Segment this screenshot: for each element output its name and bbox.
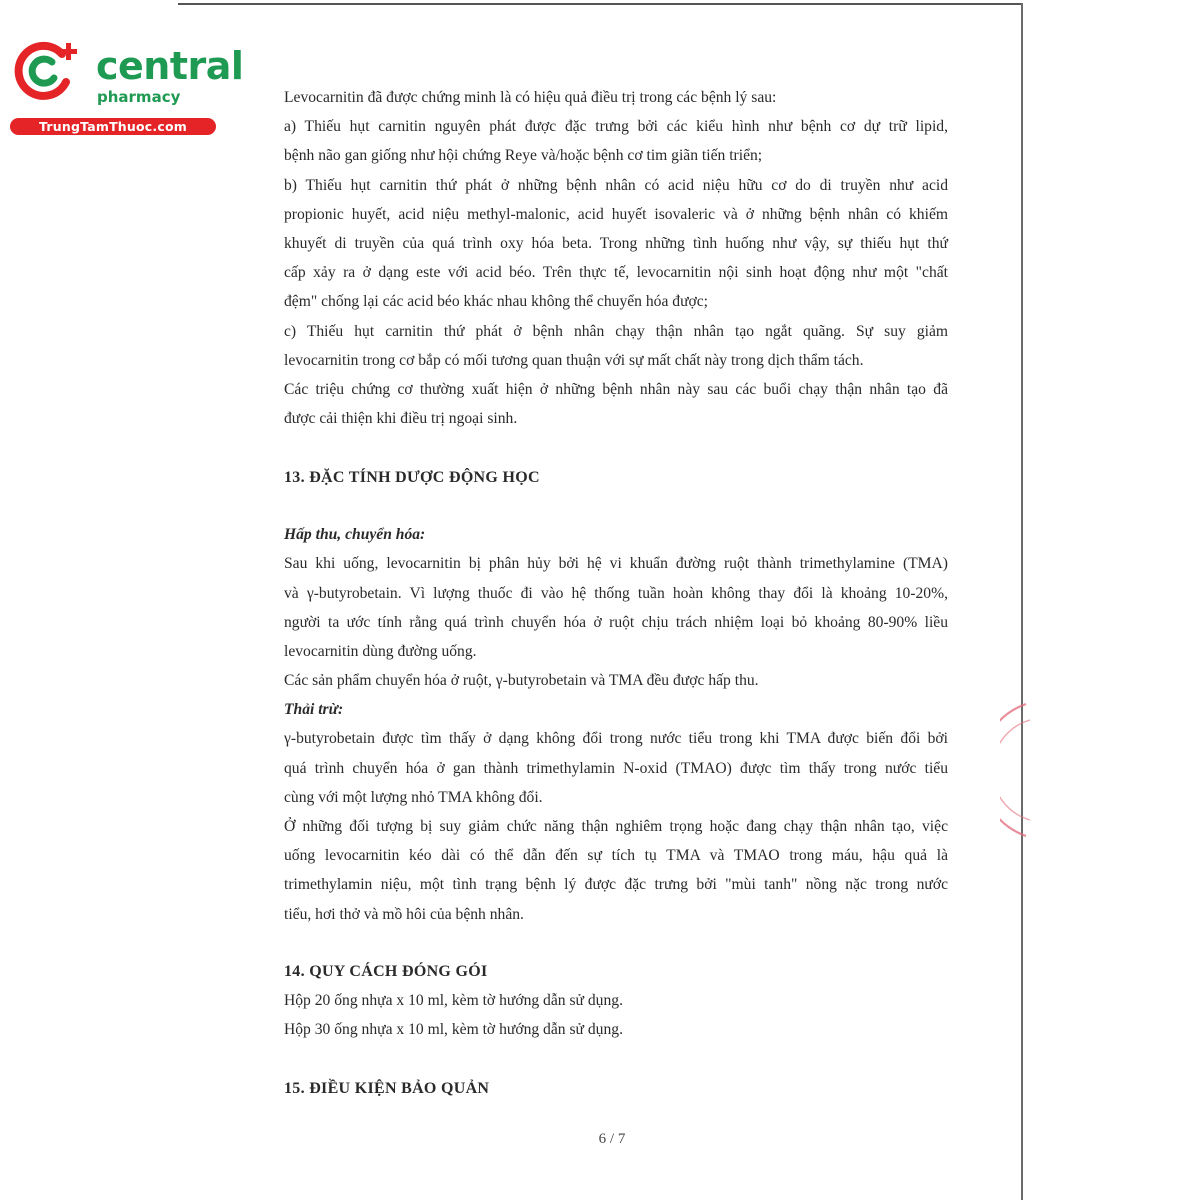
elimination-line: trimethylamin niệu, một tình trạng bệnh lý được đặc trưng bởi "mùi tanh" nồng nặc trong nước	[284, 876, 948, 894]
item-b-line: đệm" chống lại các acid béo khác nhau không thể chuyển hóa được;	[284, 293, 709, 311]
pharmacy-cross-icon	[12, 40, 84, 102]
item-b-line: propionic huyết, acid niệu methyl-malonic, acid huyết isovaleric và ở những bệnh nhân có khiếm	[284, 205, 948, 223]
item-c-line: levocarnitin trong cơ bắp có mối tương quan thuận với sự mất chất này trong dịch thẩm tách.	[284, 351, 864, 369]
absorption-line: Các sản phẩm chuyển hóa ở ruột, γ-butyrobetain và TMA đều được hấp thu.	[284, 672, 759, 690]
elimination-line: γ-butyrobetain được tìm thấy ở dạng không đổi trong nước tiểu trong khi TMA được biến đổi bởi	[284, 730, 948, 748]
elimination-subheading: Thải trừ:	[284, 701, 344, 719]
logo-wordmark: central	[96, 44, 244, 88]
item-c-paragraph	[284, 317, 948, 434]
section-13-heading: 13. ĐẶC TÍNH DƯỢC ĐỘNG HỌC	[284, 469, 540, 487]
central-pharmacy-logo[interactable]	[8, 36, 244, 136]
logo-subtitle: pharmacy	[97, 88, 181, 106]
section-14-heading: 14. QUY CÁCH ĐÓNG GÓI	[284, 962, 488, 980]
absorption-line: Sau khi uống, levocarnitin bị phân hủy bởi hệ vi khuẩn đường ruột thành trimethylamine (TMA)	[284, 555, 948, 573]
page-number: 6 / 7	[598, 1131, 626, 1147]
elimination-line: Ở những đối tượng bị suy giảm chức năng thận nghiêm trọng hoặc đang chạy thận nhân tạo, việc	[284, 818, 948, 836]
elimination-line: quá trình chuyển hóa ở gan thành trimethylamin N-oxid (TMAO) được tìm thấy trong nước tiểu	[284, 759, 948, 777]
page-top-border	[178, 3, 1023, 5]
absorption-line: người ta ước tính rằng quá trình chuyển hóa ở ruột chịu trách nhiệm loại bỏ khoảng 80-90% liều	[284, 613, 948, 631]
elimination-line: tiểu, hơi thở và mồ hôi của bệnh nhân.	[284, 905, 524, 923]
absorption-subheading: Hấp thu, chuyển hóa:	[284, 526, 426, 544]
item-c-line: c) Thiếu hụt carnitin thứ phát ở bệnh nhân chạy thận nhân tạo ngắt quãng. Sự suy giảm	[284, 322, 948, 340]
intro-paragraph: Levocarnitin đã được chứng minh là có hiệu quả điều trị trong các bệnh lý sau:	[284, 89, 777, 106]
red-seal-stamp	[1000, 700, 1030, 840]
absorption-line: và γ-butyrobetain. Vì lượng thuốc đi vào hệ thống tuần hoàn không thay đổi là khoảng 10-20%,	[284, 584, 948, 602]
elimination-line: cùng với một lượng nhỏ TMA không đổi.	[284, 788, 543, 806]
absorption-line: levocarnitin dùng đường uống.	[284, 643, 477, 661]
item-c-line: được cải thiện khi điều trị ngoại sinh.	[284, 410, 518, 428]
elimination-line: uống levocarnitin kéo dài có thể dẫn đến sự tích tụ TMA và TMAO trong máu, hậu quả là	[284, 847, 948, 865]
item-a-paragraph	[284, 112, 948, 170]
packaging-line: Hộp 20 ống nhựa x 10 ml, kèm tờ hướng dẫn sử dụng.	[284, 991, 623, 1009]
page-right-border	[1021, 3, 1023, 1200]
item-a-line: bệnh não gan giống như hội chứng Reye và/hoặc bệnh cơ tim giãn tiến triển;	[284, 147, 763, 165]
logo-url-badge[interactable]: TrungTamThuoc.com	[10, 118, 216, 135]
item-b-paragraph	[284, 171, 948, 317]
packaging-line: Hộp 30 ống nhựa x 10 ml, kèm tờ hướng dẫn sử dụng.	[284, 1021, 623, 1039]
item-b-line: cấp xảy ra ở dạng este với acid béo. Trên thực tế, levocarnitin nội sinh hoạt động như một "chất	[284, 264, 948, 282]
item-a-line: a) Thiếu hụt carnitin nguyên phát được đặc trưng bởi các kiểu hình như bệnh cơ dự trữ lipid,	[284, 118, 948, 136]
section-15-heading: 15. ĐIỀU KIỆN BẢO QUẢN	[284, 1080, 490, 1098]
item-b-line: b) Thiếu hụt carnitin thứ phát ở những bệnh nhân có acid niệu hữu cơ do di truyền như acid	[284, 176, 948, 194]
item-c-line: Các triệu chứng cơ thường xuất hiện ở những bệnh nhân này sau các buổi chạy thận nhân tạo đã	[284, 381, 948, 399]
item-b-line: khuyết di truyền của quá trình oxy hóa beta. Trong những tình huống như vậy, sự thiếu hụt thứ	[284, 235, 948, 253]
document-body	[284, 83, 948, 1103]
